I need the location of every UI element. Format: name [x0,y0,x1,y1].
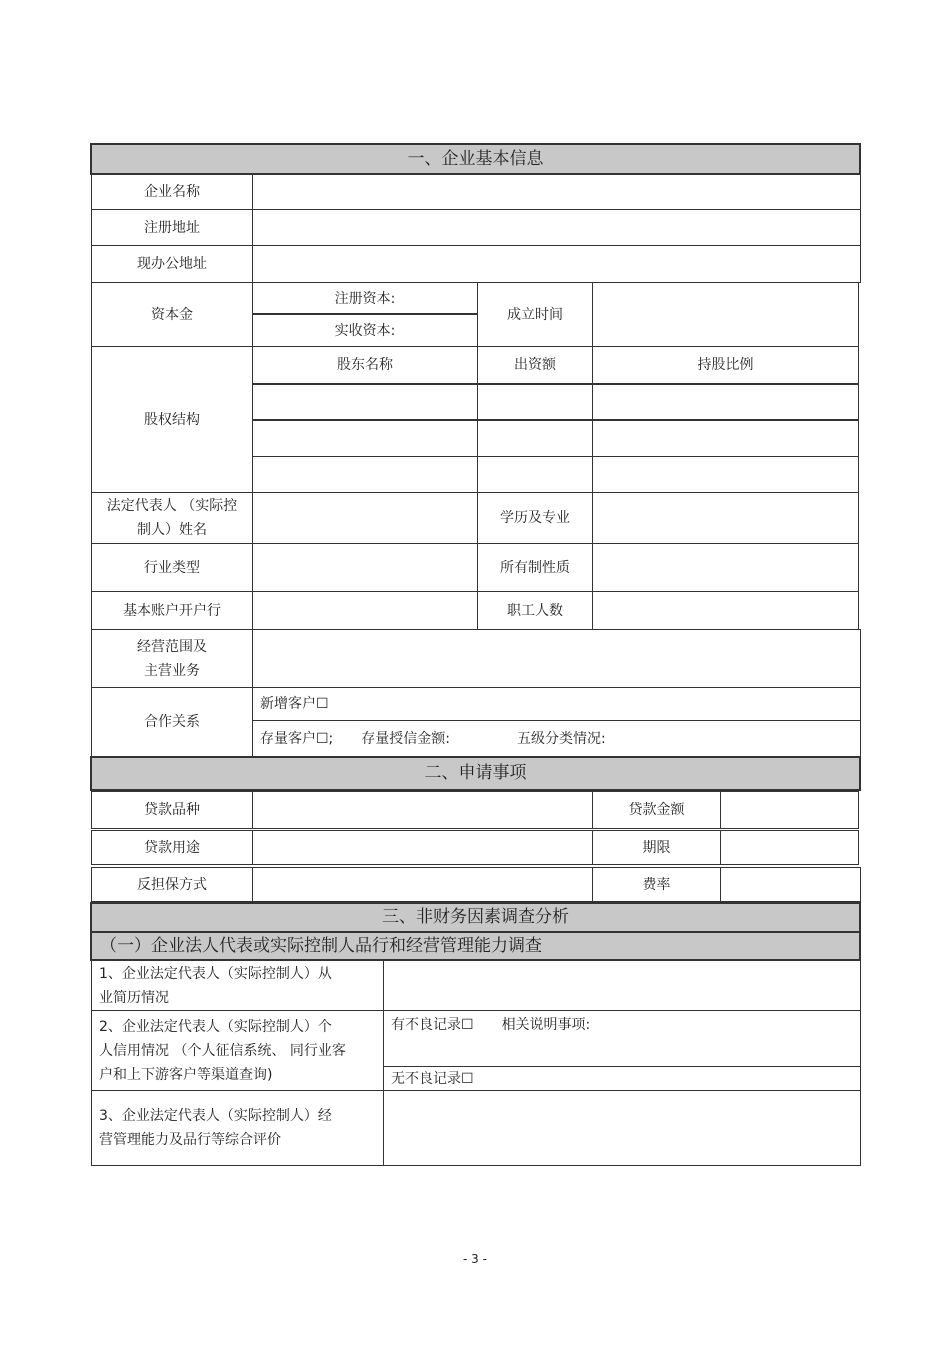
counter-guarantee-label: 反担保方式 [91,867,253,902]
credit-amount-label: 存量授信金额: [361,730,450,747]
bank-label: 基本账户开户行 [91,591,253,630]
share-ratio-header: 持股比例 [592,346,859,384]
rate-label: 费率 [592,867,721,902]
section-3-subheader: （一）企业法人代表或实际控制人品行和经营管理能力调查 [90,931,861,961]
item-3-field[interactable] [383,1090,861,1166]
education-label: 学历及专业 [477,492,593,544]
item-1-line1: 1、企业法定代表人（实际控制人）从 [99,965,332,982]
company-name-field[interactable] [252,174,861,210]
loan-amount-label: 贷款金额 [592,791,721,829]
registered-capital-field[interactable]: 注册资本: [252,282,478,315]
loan-type-field[interactable] [252,791,593,829]
registered-address-label: 注册地址 [91,209,253,246]
established-label: 成立时间 [477,282,593,347]
industry-field[interactable] [252,543,478,592]
equity-label: 股权结构 [91,346,253,493]
staff-field[interactable] [592,591,859,630]
term-label: 期限 [592,830,721,865]
education-field[interactable] [592,492,859,544]
page-number: - 3 - [463,1252,487,1266]
office-address-field[interactable] [252,245,861,283]
ownership-field[interactable] [592,543,859,592]
cooperation-label: 合作关系 [91,687,253,757]
scope-field[interactable] [252,629,861,688]
share-ratio-cell[interactable] [592,456,859,493]
item-1-label [91,960,384,1011]
contribution-cell[interactable] [477,383,593,420]
registered-address-field[interactable] [252,209,861,246]
term-field[interactable] [720,830,859,865]
ownership-label: 所有制性质 [477,543,593,592]
legal-rep-label-line2: 制人）姓名 [137,522,207,538]
existing-client-option[interactable]: 存量客户☐; [260,730,334,747]
contribution-cell[interactable] [477,456,593,493]
contribution-cell[interactable] [477,419,593,457]
shareholder-cell[interactable] [252,456,478,493]
counter-guarantee-field[interactable] [252,867,593,902]
established-field[interactable] [592,282,859,347]
item-3-line1: 3、企业法定代表人（实际控制人）经 [99,1108,332,1124]
share-ratio-cell[interactable] [592,383,859,420]
legal-rep-field[interactable] [252,492,478,544]
rate-field[interactable] [720,867,861,902]
loan-type-label: 贷款品种 [91,791,253,829]
shareholder-cell[interactable] [252,383,478,420]
section-1-header: 一、企业基本信息 [90,143,861,175]
item-3-label [91,1090,384,1166]
item-2-line2: 人信用情况 （个人征信系统、 同行业客 [99,1042,346,1059]
bank-field[interactable] [252,591,478,630]
company-name-label: 企业名称 [91,174,253,210]
item-2-line1: 2、企业法定代表人（实际控制人）个 [99,1018,332,1035]
item-2-label [91,1010,384,1091]
capital-label: 资本金 [91,282,253,347]
scope-label-line1: 经营范围及 [137,638,207,655]
new-client-option[interactable]: 新增客户☐ [252,687,861,721]
scope-label-line2: 主营业务 [144,662,200,679]
scope-label [91,629,253,688]
loan-use-field[interactable] [252,830,593,865]
section-2-header: 二、申请事项 [90,756,861,791]
office-address-label: 现办公地址 [91,245,253,283]
legal-rep-label [91,492,253,544]
shareholder-name-header: 股东名称 [252,346,478,384]
item-2-line3: 户和上下游客户等渠道查询) [99,1066,273,1083]
contribution-header: 出资额 [477,346,593,384]
shareholder-cell[interactable] [252,419,478,457]
staff-label: 职工人数 [477,591,593,630]
industry-label: 行业类型 [91,543,253,592]
section-3-header: 三、非财务因素调查分析 [90,902,861,933]
bad-record-row [383,1010,861,1067]
legal-rep-label-line1: 法定代表人 （实际控 [106,498,238,514]
existing-client-row [252,720,861,757]
no-bad-record-option[interactable]: 无不良记录☐ [383,1066,861,1091]
loan-use-label: 贷款用途 [91,830,253,865]
classification-label: 五级分类情况: [517,730,606,747]
bad-record-option[interactable]: 有不良记录☐ [391,1017,474,1033]
share-ratio-cell[interactable] [592,419,859,457]
loan-amount-field[interactable] [720,791,859,829]
note-label: 相关说明事项: [501,1017,591,1033]
item-1-line2: 业简历情况 [99,989,169,1006]
item-1-field[interactable] [383,960,861,1011]
item-3-line2: 营管理能力及品行等综合评价 [99,1132,281,1148]
paid-capital-field[interactable]: 实收资本: [252,313,478,347]
